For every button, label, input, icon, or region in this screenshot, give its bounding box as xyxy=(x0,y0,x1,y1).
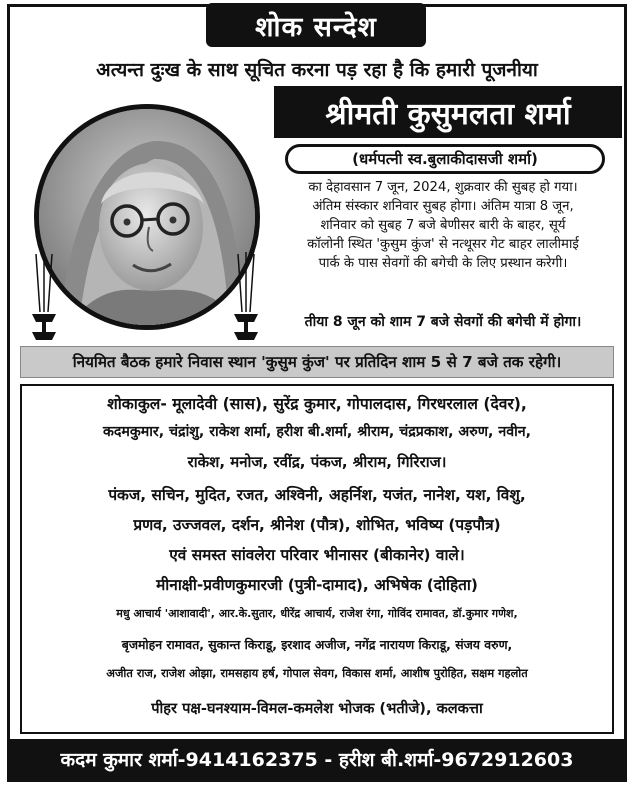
family-line: कदमकुमार, चंद्रांशु, राकेश शर्मा, हरीश बी.शर्मा, श्रीराम, चंद्रप्रकाश, अरुण, नवीन, xyxy=(102,424,532,440)
details-line: का देहावसान 7 जून, 2024, शुक्रवार की सुबह हो गया। xyxy=(308,180,578,195)
details-line: शनिवार को सुबह 7 बजे बेणीसर बारी के बाहर, सूर्य xyxy=(320,218,566,233)
family-line: मधु आचार्य 'आशावादी', आर.के.सुतार, धीरेंद्र आचार्य, राजेश रंगा, गोविंद रामावत, डॉ.कुमार गणेश, xyxy=(116,607,518,620)
details-line: पार्क के पास सेवगों की बगेची के लिए प्रस्थान करेगी। xyxy=(318,256,568,271)
deceased-name: श्रीमती कुसुमलता शर्मा xyxy=(274,86,622,138)
family-line: राकेश, मनोज, रवींद्र, पंकज, श्रीराम, गिरिराज। xyxy=(187,453,447,471)
portrait-illustration xyxy=(39,109,255,325)
family-line: प्रणव, उज्जवल, दर्शन, श्रीनेश (पौत्र), शोभित, भविष्य (पड़पौत्र) xyxy=(133,516,501,534)
family-line: अजीत राज, राजेश ओझा, रामसहाय हर्ष, गोपाल सेवग, विकास शर्मा, आशीष पुरोहित, सक्षम गहलोत xyxy=(106,666,528,680)
family-line: बृजमोहन रामावत, सुकान्त किराडू, इरशाद अजीज, नगेंद्र नारायण किराडू, संजय वरुण, xyxy=(121,637,513,652)
lamp-icon-right xyxy=(226,250,266,350)
family-line: पंकज, सचिन, मुदित, रजत, अश्विनी, अहर्निश, यजंत, नानेश, यश, विशु, xyxy=(108,486,526,504)
contact-footer: कदम कुमार शर्मा-9414162375 - हरीश बी.शर्मा-9672912603 xyxy=(10,739,624,779)
family-line: पीहर पक्ष-घनश्याम-विमल-कमलेश भोजक (भतीजे), कलकत्ता xyxy=(151,700,483,717)
family-line: मीनाक्षी-प्रवीणकुमारजी (पुत्री-दामाद), अभिषेक (दोहिता) xyxy=(156,576,478,594)
meeting-notice: नियमित बैठक हमारे निवास स्थान 'कुसुम कुंज' पर प्रतिदिन शाम 5 से 7 बजे तक रहेगी। xyxy=(20,346,614,378)
family-line: शोकाकुल- मूलादेवी (सास), सुरेंद्र कुमार, गोपालदास, गिरधरलाल (देवर), xyxy=(107,395,527,413)
family-list xyxy=(20,384,614,734)
husband-name: (धर्मपत्नी स्व.बुलाकीदासजी शर्मा) xyxy=(285,144,605,174)
details-line: कॉलोनी स्थित 'कुसुम कुंज' से नत्थूसर गेट बाहर लालीमाई xyxy=(307,237,579,252)
funeral-details xyxy=(262,178,624,273)
details-line: अंतिम संस्कार शनिवार सुबह होगा। अंतिम यात्रा 8 जून, xyxy=(312,199,574,214)
family-line: एवं समस्त सांवलेरा परिवार भीनासर (बीकानेर) वाले। xyxy=(169,546,465,564)
lamp-icon-left xyxy=(24,250,64,350)
notice-title: शोक सन्देश xyxy=(206,3,426,47)
teeya-ceremony: तीया 8 जून को शाम 7 बजे सेवगों की बगेची में होगा। xyxy=(304,314,582,330)
intro-line: अत्यन्त दुःख के साथ सूचित करना पड़ रहा है कि हमारी पूजनीया xyxy=(96,59,538,81)
